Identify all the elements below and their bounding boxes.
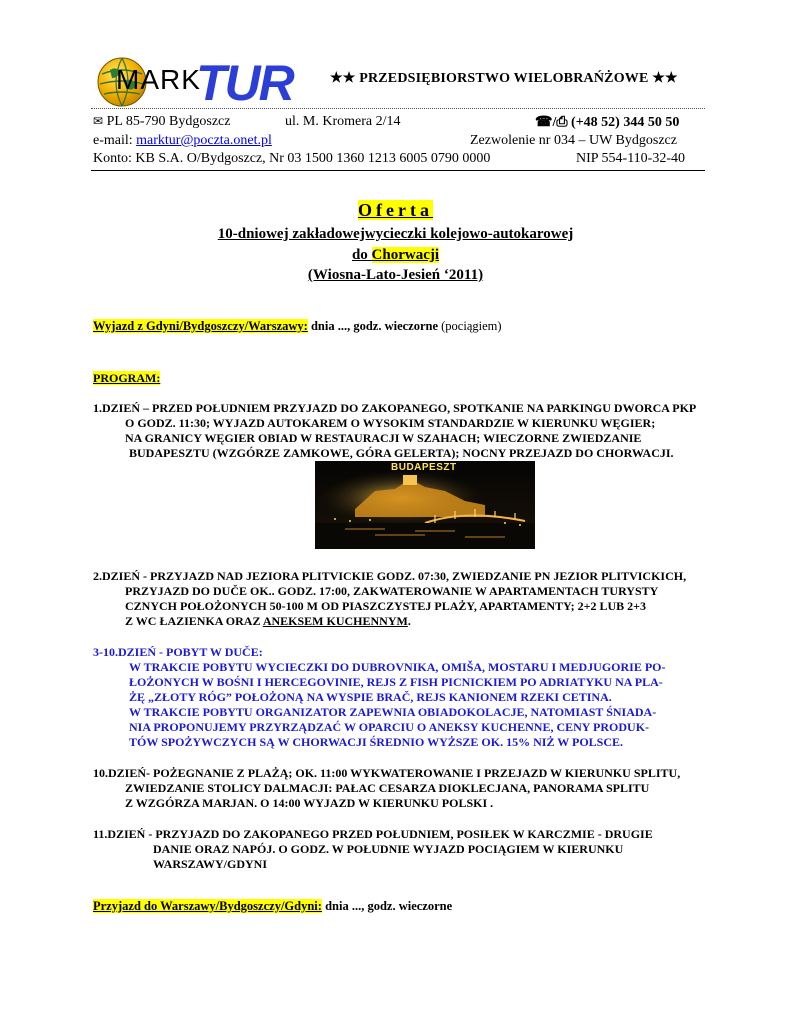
day10-line-3: Z WZGÓRZA MARJAN. O 14:00 WYJAZD W KIERUNKU POLSKI . xyxy=(125,796,494,810)
email-label: e-mail: xyxy=(93,133,133,148)
budapest-night-photo xyxy=(315,461,535,549)
company-tagline: ★★ PRZEDSIĘBIORSTWO WIELOBRAŃŻOWE ★★ xyxy=(330,71,678,86)
offer-subtitle-1: 10-dniowej zakładowejwycieczki kolejowo-autokarowej xyxy=(217,226,574,242)
logo-text-tur: TUR xyxy=(196,55,293,111)
header-divider-solid xyxy=(91,170,705,171)
arrival-line xyxy=(93,899,452,914)
arrival-label: Przyjazd do Warszawy/Bydgoszczy/Gdyni: xyxy=(93,899,322,913)
offer-subtitle-2: do Chorwacji xyxy=(351,247,440,263)
days3-10-heading: 3-10.DZIEŃ - POBYT W DUČE: xyxy=(93,645,263,659)
nip-number: NIP 554-110-32-40 xyxy=(576,151,686,166)
day1-line-1: 1.DZIEŃ – PRZED POŁUDNIEM PRZYJAZD DO ZAKOPANEGO, SPOTKANIE NA PARKINGU DWORCA PKP xyxy=(93,401,697,415)
phone-icon: ☎ xyxy=(535,115,553,130)
day2-line-3: CZNYCH POŁOŻONYCH 50-100 M OD PIASZCZYSTEJ PLAŻY, APARTAMENTY; 2+2 LUB 2+3 xyxy=(125,599,646,613)
fax-icon: ⎙ xyxy=(556,115,568,130)
program-heading: PROGRAM: xyxy=(93,371,161,385)
permit-text: Zezwolenie nr 034 – UW Bydgoszcz xyxy=(470,133,677,148)
envelope-icon: ✉ xyxy=(93,114,104,128)
departure-label: Wyjazd z Gdyni/Bydgoszczy/Warszawy: xyxy=(93,319,308,333)
offer-season: (Wiosna-Lato-Jesień ‘2011) xyxy=(307,267,484,283)
day1-line-3: NA GRANICY WĘGIER OBIAD W RESTAURACJI W SZAHACH; WIECZORNE ZWIEDZANIE xyxy=(125,431,642,445)
day11-line-3: WARSZAWY/GDYNI xyxy=(153,857,268,871)
day2-line-4: Z WC ŁAZIENKA ORAZ ANEKSEM KUCHENNYM. xyxy=(125,614,411,628)
destination-country: Chorwacji xyxy=(371,247,440,263)
day11-line-2: DANIE ORAZ NAPÓJ. O GODZ. W POŁUDNIE WYJAZD POCIĄGIEM W KIERUNKU xyxy=(153,842,624,856)
days3-10-line-3: ŻĘ „ZŁOTY RÓG” POŁOŻONĄ NA WYSPIE BRAČ, REJS KANIONEM RZEKI CETINA. xyxy=(129,690,612,704)
day10-line-2: ZWIEDZANIE STOLICY DALMACJI: PAŁAC CESARZA DIOKLECJANA, PANORAMA SPLITU xyxy=(125,781,650,795)
days3-10-line-4: W TRAKCIE POBYTU ORGANIZATOR ZAPEWNIA OBIADOKOLACJE, NATOMIAST ŚNIADA- xyxy=(129,705,657,719)
phone-line: ☎/⎙ (+48 52) 344 50 50 xyxy=(535,115,680,130)
day2-line-1: 2.DZIEŃ - PRZYJAZD NAD JEZIORA PLITVICKIE GODZ. 07:30, ZWIEDZANIE PN JEZIOR PLITVICKICH, xyxy=(93,569,687,583)
email-link[interactable]: marktur@poczta.onet.pl xyxy=(136,133,272,148)
postal-address: PL 85-790 Bydgoszcz xyxy=(106,114,231,129)
photo-caption: BUDAPESZT xyxy=(391,462,457,473)
days3-10-line-6: TÓW SPOŻYWCZYCH SĄ W CHORWACJI ŚREDNIO WYŻSZE OK. 15% NIŻ W POLSCE. xyxy=(129,735,624,749)
day11-line-1: 11.DZIEŃ - PRZYJAZD DO ZAKOPANEGO PRZED POŁUDNIEM, POSIŁEK W KARCZMIE - DRUGIE xyxy=(93,827,653,841)
company-logo xyxy=(96,52,293,112)
email-line xyxy=(93,133,272,149)
day1-line-4: BUDAPESZTU (WZGÓRZE ZAMKOWE, GÓRA GELERTA); NOCNY PRZEJAZD DO CHORWACJI. xyxy=(129,446,674,460)
departure-time: dnia ..., godz. wieczorne xyxy=(307,319,439,333)
street-address: ul. M. Kromera 2/14 xyxy=(285,114,401,129)
header-divider-dotted xyxy=(91,108,705,109)
day1-line-2: O GODZ. 11:30; WYJAZD AUTOKAREM O WYSOKIM STANDARDZIE W KIERUNKU WĘGIER; xyxy=(125,416,656,430)
postal-line xyxy=(93,114,230,130)
kitchenette-note: ANEKSEM KUCHENNYM xyxy=(262,614,408,628)
days3-10-line-2: ŁOŻONYCH W BOŚNI I HERCEGOVINIE, REJS Z FISH PICNICKIEM PO ADRIATYKU NA PLA- xyxy=(129,675,663,689)
offer-title: Oferta xyxy=(358,200,433,220)
departure-note: (pociągiem) xyxy=(438,319,502,333)
days3-10-line-5: NIA PROPONUJEMY PRZYRZĄDZAĆ W OPARCIU O ANEKSY KUCHENNE, CENY PRODUK- xyxy=(129,720,650,734)
day10-line-1: 10.DZIEŃ- POŻEGNANIE Z PLAŻĄ; OK. 11:00 WYKWATEROWANIE I PRZEJAZD W KIERUNKU SPLITU, xyxy=(93,766,681,780)
days3-10-line-1: W TRAKCIE POBYTU WYCIECZKI DO DUBROVNIKA, OMIŠA, MOSTARU I MEDJUGORIE PO- xyxy=(129,660,666,674)
arrival-time: dnia ..., godz. wieczorne xyxy=(321,899,453,913)
bank-account: Konto: KB S.A. O/Bydgoszcz, Nr 03 1500 1360 1213 6005 0790 0000 xyxy=(93,151,491,166)
departure-line xyxy=(93,319,502,334)
logo-text-mark: MARK xyxy=(116,64,201,95)
day2-line-2: PRZYJAZD DO DUČE OK.. GODZ. 17:00, ZAKWATEROWANIE W APARTAMENTACH TURYSTY xyxy=(125,584,659,598)
phone-number: (+48 52) 344 50 50 xyxy=(571,115,680,130)
